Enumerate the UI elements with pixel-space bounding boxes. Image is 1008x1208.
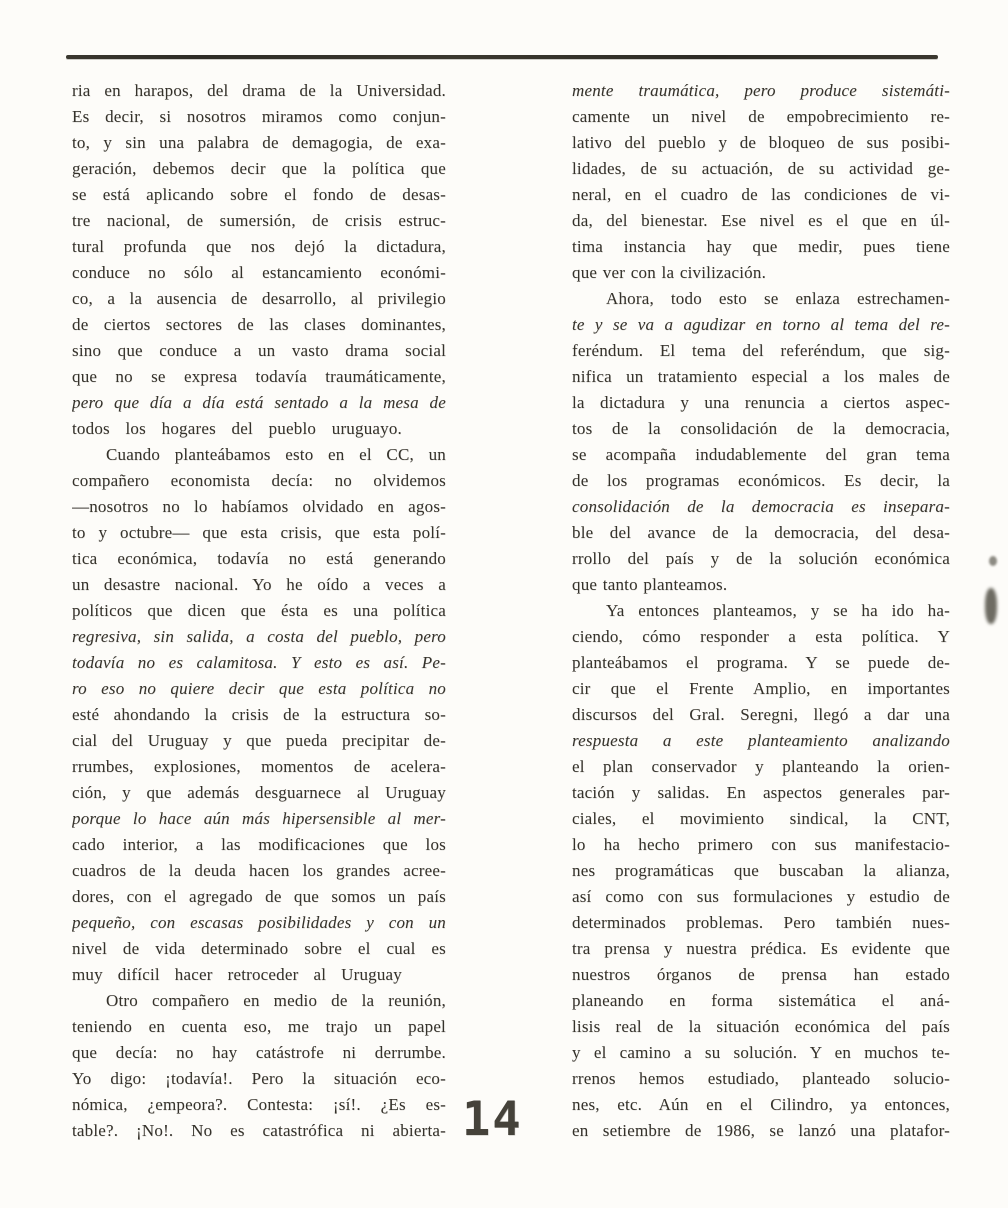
text-line: rrumbes, explosiones, momentos de acelera- (72, 757, 446, 776)
paragraph (572, 598, 950, 1144)
text-line: table?. ¡No!. No es catastrófica ni abierta- (72, 1121, 446, 1140)
text-line: respuesta a este planteamiento analizando (572, 731, 950, 750)
text-line: de los programas económicos. Es decir, la (572, 471, 950, 490)
page-number: 14 (462, 1092, 523, 1147)
left-text-column (72, 78, 446, 1144)
text-line: y el camino a su solución. Y en muchos te- (572, 1043, 950, 1062)
text-line: un desastre nacional. Yo he oído a veces a (72, 575, 446, 594)
top-rule (66, 55, 938, 59)
text-line: tación y salidas. En aspectos generales par- (572, 783, 950, 802)
text-line: geración, debemos decir que la política que (72, 159, 446, 178)
text-line: ria en harapos, del drama de la Universidad. (72, 81, 446, 100)
paragraph (72, 78, 446, 442)
text-line: conduce no sólo al estancamiento económi- (72, 263, 446, 282)
text-line: pero que día a día está sentado a la mesa de (72, 393, 446, 412)
text-line: nuestros órganos de prensa han estado (572, 965, 950, 984)
text-line: políticos que dicen que ésta es una política (72, 601, 446, 620)
text-line: tre nacional, de sumersión, de crisis estruc- (72, 211, 446, 230)
text-line: tural profunda que nos dejó la dictadura, (72, 237, 446, 256)
text-line: pequeño, con escasas posibilidades y con un (72, 913, 446, 932)
text-line: en setiembre de 1986, se lanzó una platafor- (572, 1121, 950, 1140)
text-line: ro eso no quiere decir que esta política no (72, 679, 446, 698)
text-line: feréndum. El tema del referéndum, que sig- (572, 341, 950, 360)
text-line: nifica un tratamiento especial a los males de (572, 367, 950, 386)
text-line: te y se va a agudizar en torno al tema del re- (572, 315, 950, 334)
text-line: así como con sus formulaciones y estudio de (572, 887, 950, 906)
text-line: Ya entonces planteamos, y se ha ido ha- (606, 601, 950, 620)
text-line: todavía no es calamitosa. Y esto es así. Pe- (72, 653, 446, 672)
text-line: determinados problemas. Pero también nues- (572, 913, 950, 932)
text-line: lisis real de la situación económica del país (572, 1017, 950, 1036)
text-line: que ver con la civilización. (572, 263, 767, 282)
text-line: tica económica, todavía no está generando (72, 549, 446, 568)
text-line: regresiva, sin salida, a costa del pueblo, pero (72, 627, 446, 646)
text-line: nivel de vida determinado sobre el cual es (72, 939, 446, 958)
text-line: compañero economista decía: no olvidemos (72, 471, 446, 490)
text-line: camente un nivel de empobrecimiento re- (572, 107, 950, 126)
text-line: neral, en el cuadro de las condiciones de vi- (572, 185, 950, 204)
text-line: planeando en forma sistemática el aná- (572, 991, 950, 1010)
paragraph (572, 286, 950, 598)
text-line: tos de la consolidación de la democracia, (572, 419, 950, 438)
text-line: tima instancia hay que medir, pues tiene (572, 237, 950, 256)
text-line: muy difícil hacer retroceder al Uruguay (72, 965, 402, 984)
text-line: rrollo del país y de la solución económica (572, 549, 950, 568)
text-line: cial del Uruguay y que pueda precipitar de- (72, 731, 446, 750)
text-line: nes programáticas que buscaban la alianza, (572, 861, 950, 880)
text-line: lidades, de su actuación, de su actividad ge- (572, 159, 950, 178)
right-text-column (572, 78, 950, 1144)
text-line: cado interior, a las modificaciones que los (72, 835, 446, 854)
text-line: todos los hogares del pueblo uruguayo. (72, 419, 402, 438)
text-line: se está aplicando sobre el fondo de desas- (72, 185, 446, 204)
text-line: que no se expresa todavía traumáticamente, (72, 367, 446, 386)
text-line: porque lo hace aún más hipersensible al mer- (72, 809, 446, 828)
scan-smudge-small (989, 556, 997, 566)
text-line: se acompaña indudablemente del gran tema (572, 445, 950, 464)
text-line: que tanto planteamos. (572, 575, 728, 594)
text-line: mente traumática, pero produce sistemáti- (572, 81, 950, 100)
scan-smudge-large (985, 588, 997, 624)
text-line: planteábamos el programa. Y se puede de- (572, 653, 950, 672)
text-line: to, y sin una palabra de demagogia, de exa- (72, 133, 446, 152)
text-line: —nosotros no lo habíamos olvidado en agos- (72, 497, 446, 516)
text-line: nes, etc. Aún en el Cilindro, ya entonces, (572, 1095, 950, 1114)
text-line: co, a la ausencia de desarrollo, al privilegio (72, 289, 446, 308)
text-line: Cuando planteábamos esto en el CC, un (106, 445, 446, 464)
text-line: Yo digo: ¡todavía!. Pero la situación eco- (72, 1069, 446, 1088)
text-line: la dictadura y una renuncia a ciertos aspec- (572, 393, 950, 412)
text-line: Ahora, todo esto se enlaza estrechamen- (606, 289, 950, 308)
text-line: tra prensa y nuestra prédica. Es evidente que (572, 939, 950, 958)
text-line: esté ahondando la crisis de la estructura so- (72, 705, 446, 724)
text-line: consolidación de la democracia es insepara- (572, 497, 950, 516)
text-line: dores, con el agregado de que somos un país (72, 887, 446, 906)
text-line: nómica, ¿empeora?. Contesta: ¡sí!. ¿Es es- (72, 1095, 446, 1114)
text-line: ción, y que además desguarnece al Uruguay (72, 783, 446, 802)
text-line: de ciertos sectores de las clases dominantes, (72, 315, 446, 334)
text-line: el plan conservador y planteando la orien- (572, 757, 950, 776)
text-line: rrenos hemos estudiado, planteado solucio- (572, 1069, 950, 1088)
text-line: to y octubre— que esta crisis, que esta polí- (72, 523, 446, 542)
text-line: lativo del pueblo y de bloqueo de sus posibi- (572, 133, 950, 152)
text-line: Es decir, si nosotros miramos como conjun- (72, 107, 446, 126)
text-line: que decía: no hay catástrofe ni derrumbe. (72, 1043, 446, 1062)
text-line: lo ha hecho primero con sus manifestacio- (572, 835, 950, 854)
text-line: da, del bienestar. Ese nivel es el que en úl- (572, 211, 950, 230)
paragraph (72, 988, 446, 1144)
text-line: ble del avance de la democracia, del desa- (572, 523, 950, 542)
text-line: teniendo en cuenta eso, me trajo un papel (72, 1017, 446, 1036)
text-line: discursos del Gral. Seregni, llegó a dar una (572, 705, 950, 724)
text-line: Otro compañero en medio de la reunión, (106, 991, 446, 1010)
paragraph (572, 78, 950, 286)
paragraph (72, 442, 446, 988)
text-line: ciendo, cómo responder a esta política. Y (572, 627, 950, 646)
text-line: ciales, el movimiento sindical, la CNT, (572, 809, 950, 828)
text-line: cir que el Frente Amplio, en importantes (572, 679, 950, 698)
text-line: cuadros de la deuda hacen los grandes acree- (72, 861, 446, 880)
text-line: sino que conduce a un vasto drama social (72, 341, 446, 360)
